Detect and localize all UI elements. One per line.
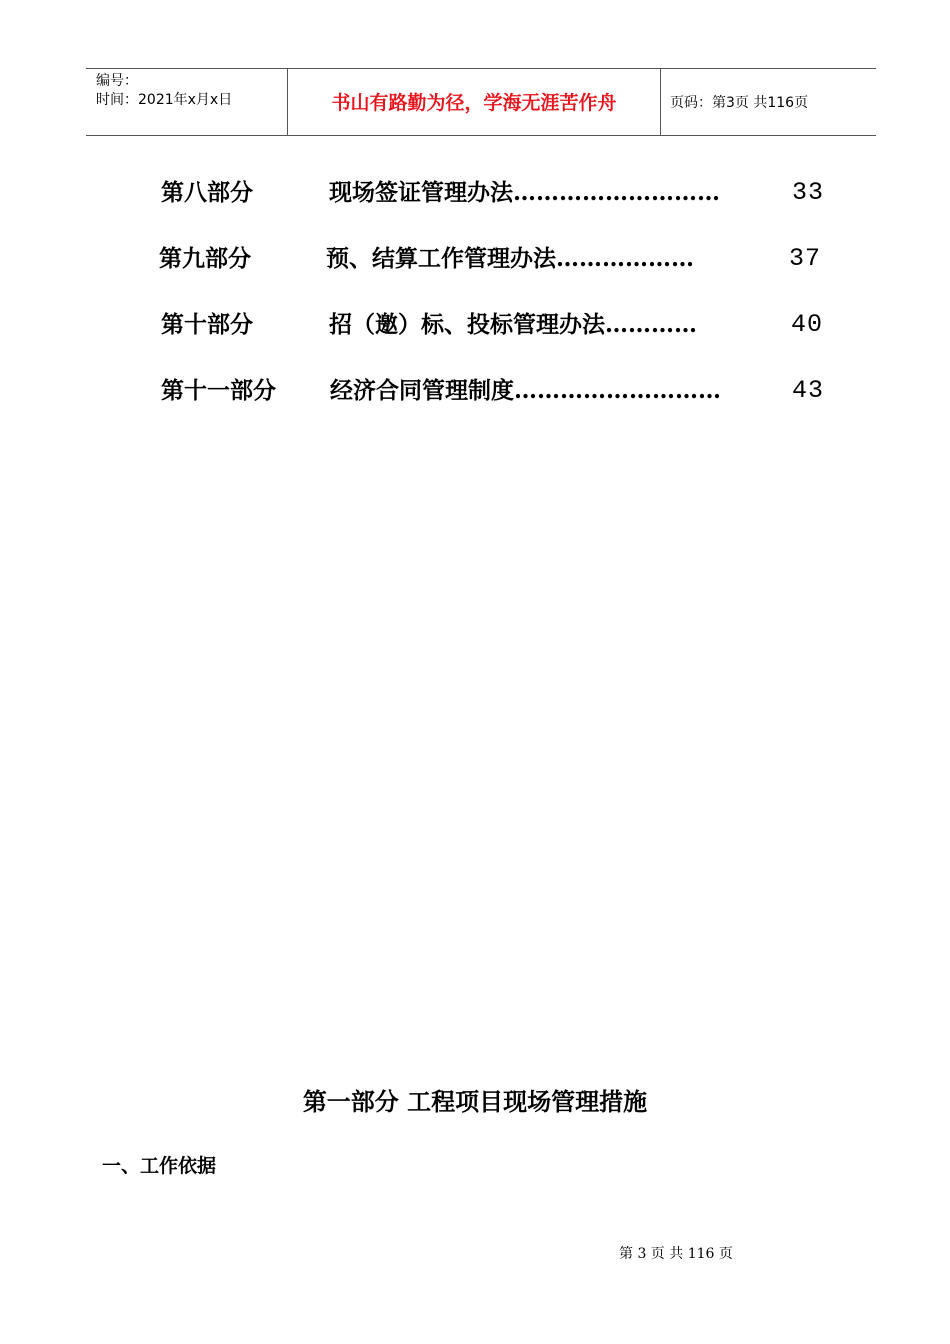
toc-part-label: 第十一部分: [161, 377, 276, 404]
toc-title: 经济合同管理制度………………………: [330, 377, 721, 404]
header-motto-cell: [287, 69, 661, 135]
serial-label: 编号：: [96, 73, 138, 89]
toc-entry: [161, 307, 861, 343]
toc-entry: [161, 175, 861, 211]
toc-page-number: 43: [792, 376, 825, 405]
toc-page-number: 40: [791, 310, 824, 339]
toc-part-label: 第九部分: [159, 245, 251, 272]
toc-title: 招（邀）标、投标管理办法…………: [329, 311, 697, 338]
toc-page-number: 37: [789, 244, 822, 273]
header-page-cell: [661, 69, 876, 135]
section-title: 第一部分 工程项目现场管理措施: [302, 1087, 648, 1116]
toc-part-label: 第十部分: [161, 311, 253, 338]
page-footer: 第 3 页 共 116 页: [619, 1246, 733, 1262]
date-label: 时间：2021年x月x日: [96, 92, 233, 108]
motto-text: 书山有路勤为径，学海无涯苦作舟: [331, 92, 617, 114]
section-subheading: 一、工作依据: [102, 1155, 217, 1177]
page-header: [86, 68, 876, 136]
page-info: 页码：第3页 共116页: [670, 95, 809, 111]
header-meta-cell: [86, 69, 287, 135]
toc-page-number: 33: [792, 178, 825, 207]
toc-title: 现场签证管理办法………………………: [329, 179, 720, 206]
toc-entry: [159, 241, 859, 277]
toc-entry: [161, 373, 861, 409]
toc-title: 预、结算工作管理办法………………: [326, 245, 694, 272]
toc-part-label: 第八部分: [161, 179, 253, 206]
